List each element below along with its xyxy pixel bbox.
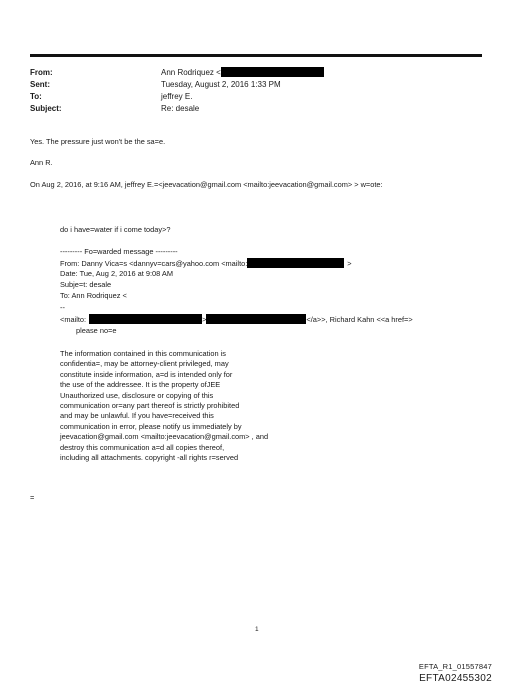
top-rule [30,54,482,57]
redaction-bar [247,258,344,268]
redaction-bar [221,67,324,77]
to-value: jeffrey E. [161,92,193,101]
mailto-close: > [202,315,207,324]
redaction-bar [89,314,202,324]
quoted-question: do i have=water if i come today>? [60,225,171,234]
disclaimer-line: destroy this communication a=d all copies thereof, [60,442,225,452]
signature-dashes: -- [60,303,65,312]
from-label: From: [30,68,53,77]
subject-value: Re: desale [161,104,200,113]
mailto-prefix: <mailto: [60,315,87,324]
mailto-tail: </a>>, Richard Kahn <<a href=> [306,315,413,324]
page-number: 1 [255,626,259,633]
reply-line: Yes. The pressure just won't be the sa=e. [30,137,166,146]
bates-number-small: EFTA_R1_01557847 [418,662,492,671]
forwarded-header: --------- Fo=warded message --------- [60,247,178,256]
to-label: To: [30,92,42,101]
equals-mark: = [30,493,35,502]
sent-label: Sent: [30,80,50,89]
forwarded-to-line: To: Ann Rodriquez < [60,291,127,300]
mailto-line [60,314,413,325]
forwarded-from-close: > [347,259,352,268]
disclaimer-line: and may be unlawful. If you have=received this [60,411,214,421]
disclaimer-line: The information contained in this communication is [60,349,226,358]
forwarded-subject-line: Subje=t: desale [60,280,112,289]
redaction-bar [206,314,306,324]
disclaimer-line: constitute inside information, a=d is intended only for [60,369,233,379]
disclaimer-line: confidentia=, may be attorney-client privileged, may [60,359,229,369]
from-value [161,67,324,78]
from-name: Ann Rodriquez < [161,68,221,77]
reply-signature: Ann R. [30,158,53,167]
disclaimer-line: the use of the addressee. It is the property ofJEE [60,380,221,390]
disclaimer-line: jeevacation@gmail.com <mailto:jeevacation@gmail.com> , and [60,432,269,442]
disclaimer-paragraph [60,349,268,463]
disclaimer-line: Unauthorized use, disclosure or copying of this [60,390,214,400]
sent-value: Tuesday, August 2, 2016 1:33 PM [161,80,281,89]
forwarded-date-line: Date: Tue, Aug 2, 2016 at 9:08 AM [60,269,173,278]
disclaimer-line: communication or=any part thereof is strictly prohibited [60,401,240,411]
quote-intro: On Aug 2, 2016, at 9:16 AM, jeffrey E.=<jeevacation@gmail.com <mailto:jeevacation@gmail.com> > w=ote: [30,180,383,189]
please-note: please no=e [76,326,117,335]
bates-number-large: EFTA02455302 [419,673,492,684]
forwarded-from-line [60,258,352,269]
subject-label: Subject: [30,104,62,113]
forwarded-from-text: From: Danny Vica=s <dannyv=cars@yahoo.com <mailto: [60,259,248,268]
disclaimer-line: communication in error, please notify us immediately by [60,421,242,431]
disclaimer-line: including all attachments. copyright -all rights r=served [60,453,239,463]
